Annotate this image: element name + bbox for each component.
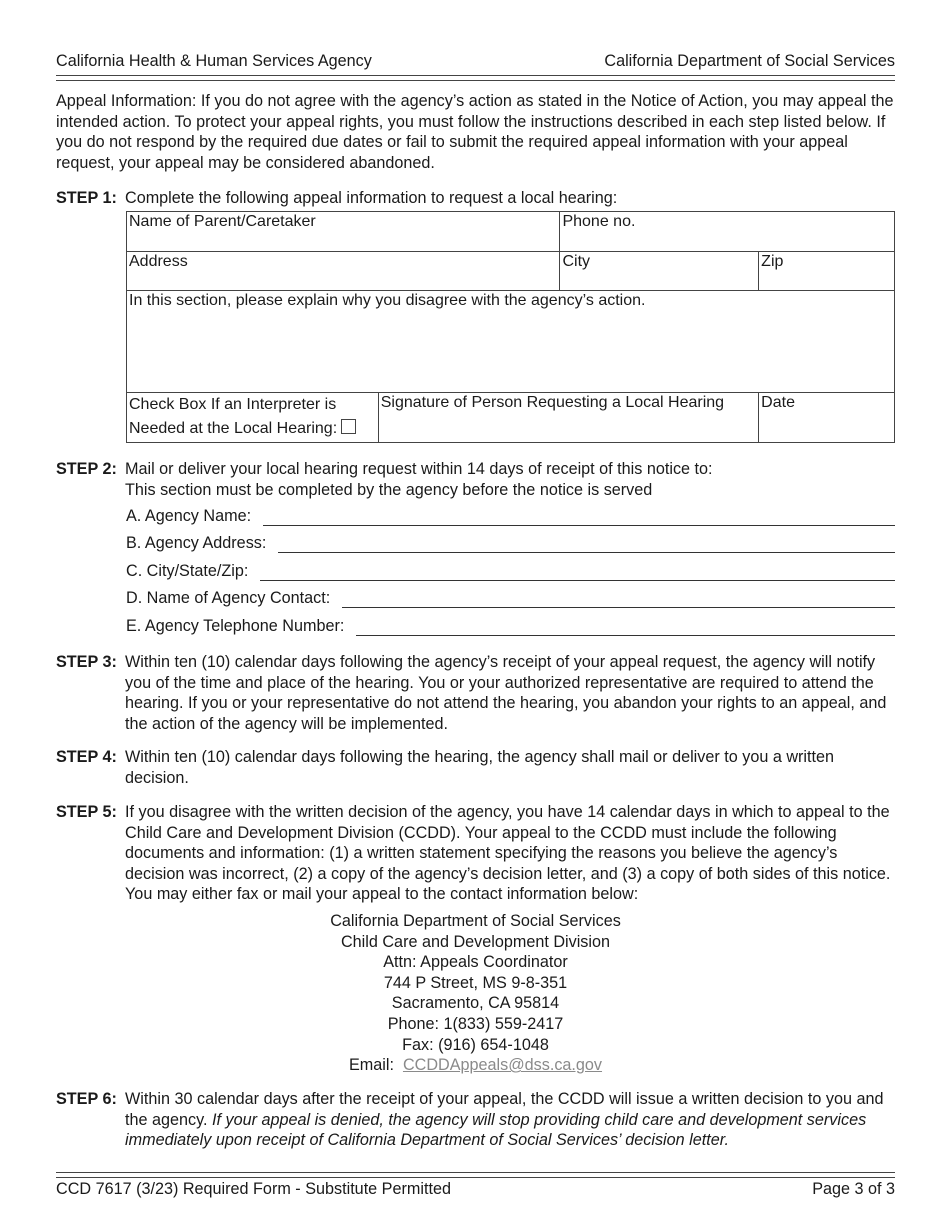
agency-telephone-label: E. Agency Telephone Number: xyxy=(126,617,356,636)
footer-divider xyxy=(56,1172,895,1178)
step-4-label: STEP 4: xyxy=(56,748,117,766)
step-4 xyxy=(56,747,895,788)
step-6-italic-text: If your appeal is denied, the agency will stop providing child care and development services immediately upon receipt of California Department of Social Services’ decision letter. xyxy=(125,1110,867,1150)
signature-label: Signature of Person Requesting a Local Hearing xyxy=(380,394,725,411)
interpreter-label-1: Check Box If an Interpreter is xyxy=(129,396,337,413)
ccdd-address-block xyxy=(56,911,895,1076)
address-label: Address xyxy=(129,253,188,270)
agency-name-field[interactable] xyxy=(126,507,895,528)
date-label: Date xyxy=(761,394,795,411)
address-line: California Department of Social Services xyxy=(330,912,621,930)
phone-label: Phone no. xyxy=(562,213,636,230)
header-divider xyxy=(56,75,895,81)
address-line: Phone: 1(833) 559-2417 xyxy=(387,1014,564,1033)
agency-address-field[interactable] xyxy=(126,534,895,555)
email-label: Email: xyxy=(348,1056,394,1075)
step-6-text xyxy=(125,1089,895,1151)
page-number: Page 3 of 3 xyxy=(812,1180,895,1198)
step-2-line-2: This section must be completed by the agency before the notice is served xyxy=(125,480,653,499)
address-field[interactable] xyxy=(127,252,560,291)
agency-telephone-field[interactable] xyxy=(126,617,895,638)
explanation-label: In this section, please explain why you disagree with the agency’s action. xyxy=(129,292,646,309)
step-2-label: STEP 2: xyxy=(56,460,117,478)
step-1-label: STEP 1: xyxy=(56,189,117,207)
address-line: Sacramento, CA 95814 xyxy=(391,994,560,1013)
page-header xyxy=(56,52,895,72)
appeal-information: Appeal Information: If you do not agree with the agency’s action as stated in the Notice of Action, you may appeal the intended action. To protect your appeal rights, you must follow the instructions described in each step listed below. If you do not respond by the required due dates or fail to submit the required appeal information with your appeal request, your appeal may be considered abandoned. xyxy=(56,92,894,172)
date-field[interactable] xyxy=(759,393,895,443)
address-line: 744 P Street, MS 9-8-351 xyxy=(383,973,568,992)
agency-name-label: A. Agency Name: xyxy=(126,507,263,526)
step-4-text: Within ten (10) calendar days following the hearing, the agency shall mail or deliver to you a written decision. xyxy=(125,748,835,787)
parent-name-label: Name of Parent/Caretaker xyxy=(129,213,316,230)
email-link[interactable]: CCDDAppeals@dss.ca.gov xyxy=(402,1056,603,1075)
header-department: California Department of Social Services xyxy=(604,52,895,70)
city-field[interactable] xyxy=(560,252,759,291)
parent-name-field[interactable] xyxy=(127,212,560,252)
address-line: Attn: Appeals Coordinator xyxy=(383,953,568,972)
explanation-field[interactable] xyxy=(127,291,895,393)
agency-city-label: C. City/State/Zip: xyxy=(126,562,260,581)
form-id: CCD 7617 (3/23) Required Form - Substitute Permitted xyxy=(56,1180,451,1198)
address-line: Fax: (916) 654-1048 xyxy=(402,1035,549,1054)
agency-contact-field[interactable] xyxy=(126,589,895,610)
agency-contact-label: D. Name of Agency Contact: xyxy=(126,589,342,608)
step-6-label: STEP 6: xyxy=(56,1090,117,1108)
step-3 xyxy=(56,652,895,734)
phone-field[interactable] xyxy=(560,212,895,252)
interpreter-label-2: Needed at the Local Hearing: xyxy=(129,420,338,437)
step-1 xyxy=(56,188,895,209)
step-6 xyxy=(56,1089,895,1151)
agency-address-label: B. Agency Address: xyxy=(126,534,278,553)
step-1-text: Complete the following appeal information to request a local hearing: xyxy=(125,189,618,207)
step-5-text: If you disagree with the written decision of the agency, you have 14 calendar days in which to appeal to the Child Care and Development Division (CCDD). Your appeal to the CCDD must include the following documents and information: (1) a written statement specifying the reasons you believe the agency’s decision was incorrect, (2) a copy of the agency’s decision letter, and (3) a copy of both sides of this notice. You may either fax or mail your appeal to the contact information below: xyxy=(125,803,891,904)
local-hearing-form xyxy=(126,211,895,443)
step-3-label: STEP 3: xyxy=(56,653,117,671)
interpreter-cell xyxy=(127,393,379,443)
header-agency: California Health & Human Services Agency xyxy=(56,52,372,70)
step-3-text: Within ten (10) calendar days following the agency’s receipt of your appeal request, the agency will notify you of the time and place of the hearing. You or your authorized representative are required to attend the hearing. If you or your representative do not attend the hearing, you abandon your rights to an appeal, and the action of the agency will be implemented. xyxy=(125,653,887,733)
city-label: City xyxy=(562,253,591,270)
step-5 xyxy=(56,802,895,905)
agency-city-state-zip-field[interactable] xyxy=(126,562,895,583)
address-line: Child Care and Development Division xyxy=(340,932,611,951)
signature-field[interactable] xyxy=(378,393,758,443)
step-5-label: STEP 5: xyxy=(56,803,117,821)
email-line xyxy=(56,1055,895,1076)
step-2 xyxy=(56,459,895,500)
interpreter-checkbox[interactable] xyxy=(341,419,356,434)
zip-label: Zip xyxy=(761,253,784,270)
step-2-line-1: Mail or deliver your local hearing request within 14 days of receipt of this notice to: xyxy=(125,460,713,478)
step-6-normal-text: Within 30 calendar days after the receipt of your appeal, the CCDD will issue a written decision to you and the agency. xyxy=(125,1090,884,1129)
zip-field[interactable] xyxy=(759,252,895,291)
